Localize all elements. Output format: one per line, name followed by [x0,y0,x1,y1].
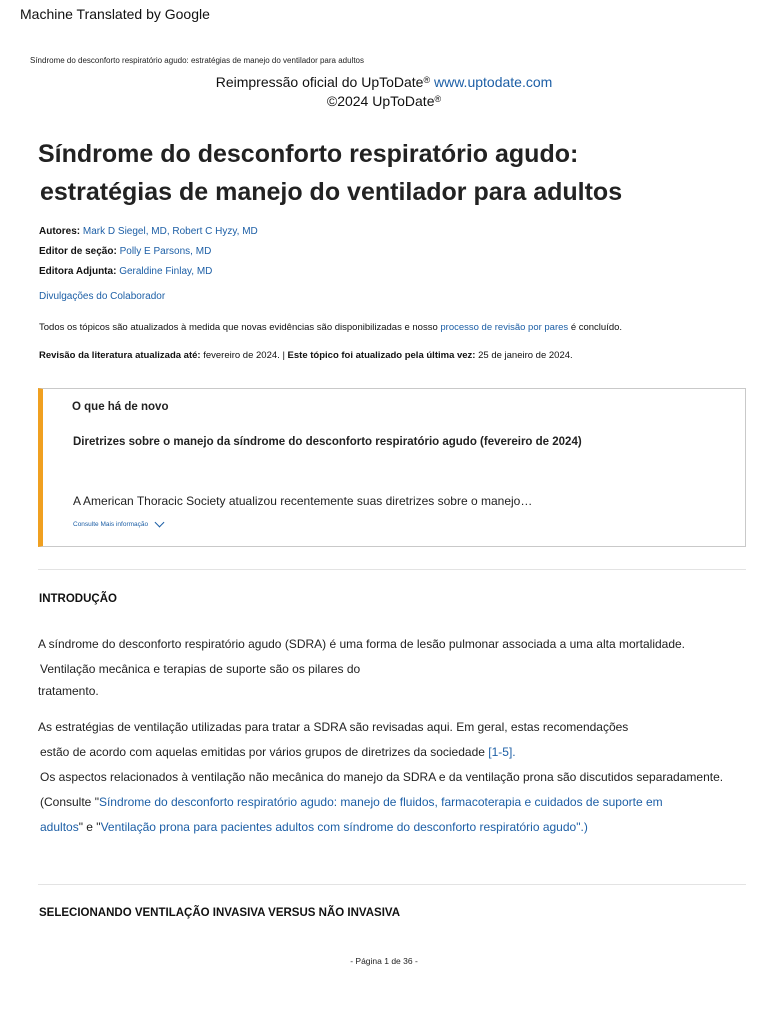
registered-mark: ® [434,94,442,104]
peer-review-link[interactable]: processo de revisão por pares [440,322,569,333]
last-updated-label: Este tópico foi atualizado pela última vez: [287,350,476,361]
authors-row [39,226,258,237]
copyright-text: ©2024 UpToDate [326,93,435,109]
reprint-line-1 [0,73,768,92]
see-prefix: (Consulte " [40,795,99,809]
section-editor-row [39,246,211,257]
update-note-suffix: é concluído. [570,322,623,333]
running-title: Síndrome do desconforto respiratório agudo: estratégias de manejo do ventilador para adultos [30,56,364,65]
see-connector: " e " [78,820,101,834]
page-title-line-1: Síndrome do desconforto respiratório agudo: [38,140,579,168]
machine-translated-banner: Machine Translated by Google [20,6,210,22]
deputy-editor-link[interactable]: Geraldine Finlay, MD [119,266,213,277]
see-suffix: ".) [576,820,588,834]
read-more-toggle[interactable] [73,521,163,528]
fluid-management-topic-link-cont[interactable]: adultos [40,820,79,834]
intro-paragraph-1-line-3: tratamento. [38,684,99,698]
contributor-disclosures-link[interactable]: Divulgações do Colaborador [39,291,166,302]
last-updated-date: 25 de janeiro de 2024. [478,350,573,361]
section-divider [38,884,746,885]
update-note [39,322,622,333]
authors-link[interactable]: Mark D Siegel, MD, Robert C Hyzy, MD [82,226,258,237]
intro-paragraph-2-line-2 [40,745,516,759]
intro-paragraph-2-line-5 [40,820,588,834]
whats-new-subheading: Diretrizes sobre o manejo da síndrome do desconforto respiratório agudo (fevereiro de 2024) [73,436,582,448]
chevron-down-icon[interactable] [155,518,165,528]
contributor-disclosures [39,291,165,302]
intro-paragraph-2-line-2-text: estão de acordo com aquelas emitidas por vários grupos de diretrizes da sociedade [40,745,485,759]
intro-paragraph-1-line-2: Ventilação mecânica e terapias de suporte são os pilares do [40,662,361,676]
reprint-notice [0,73,768,111]
section-editor-label: Editor de seção: [39,246,117,257]
reprint-text: Reimpressão oficial do UpToDate [215,74,424,90]
section-divider [38,569,746,570]
whats-new-heading: O que há de novo [72,401,169,413]
review-dates [39,350,573,361]
intro-paragraph-2-line-4 [40,795,663,809]
review-separator: | [282,350,285,361]
deputy-editor-label: Editora Adjunta: [39,266,117,277]
introduction-heading: INTRODUÇÃO [39,593,117,605]
reprint-line-2 [0,92,768,111]
page-title-line-2: estratégias de manejo do ventilador para adultos [40,178,623,206]
read-more-label[interactable]: Consulte Mais informação [73,521,149,528]
uptodate-url-link[interactable]: www.uptodate.com [434,74,553,90]
literature-review-label: Revisão da literatura atualizada até: [39,350,201,361]
literature-review-date: fevereiro de 2024. [203,350,280,361]
whats-new-box [38,388,746,547]
reference-link[interactable]: [1-5] [488,745,513,759]
intro-paragraph-1-line-1: A síndrome do desconforto respiratório agudo (SDRA) é uma forma de lesão pulmonar associada a uma alta mortalidade. [38,637,686,651]
deputy-editor-row [39,266,212,277]
whats-new-summary: A American Thoracic Society atualizou recentemente suas diretrizes sobre o manejo… [73,494,533,508]
page-number: - Página 1 de 36 - [350,956,418,966]
section-editor-link[interactable]: Polly E Parsons, MD [119,246,212,257]
intro-paragraph-2-line-3: Os aspectos relacionados à ventilação não mecânica do manejo da SDRA e da ventilação prona são discutidos separadamente. [40,770,724,784]
reference-period: . [512,745,516,759]
prone-ventilation-topic-link[interactable]: Ventilação prona para pacientes adultos com síndrome do desconforto respiratório agudo [100,820,577,834]
registered-mark: ® [423,75,431,85]
fluid-management-topic-link[interactable]: Síndrome do desconforto respiratório agudo: manejo de fluidos, farmacoterapia e cuidados de suporte em [98,795,663,809]
invasive-vs-noninvasive-heading: SELECIONANDO VENTILAÇÃO INVASIVA VERSUS NÃO INVASIVA [39,907,401,919]
intro-paragraph-2-line-1: As estratégias de ventilação utilizadas para tratar a SDRA são revisadas aqui. Em geral, estas recomendações [38,720,629,734]
update-note-prefix: Todos os tópicos são atualizados à medida que novas evidências são disponibilizadas e nosso [39,322,438,333]
authors-label: Autores: [39,226,81,237]
